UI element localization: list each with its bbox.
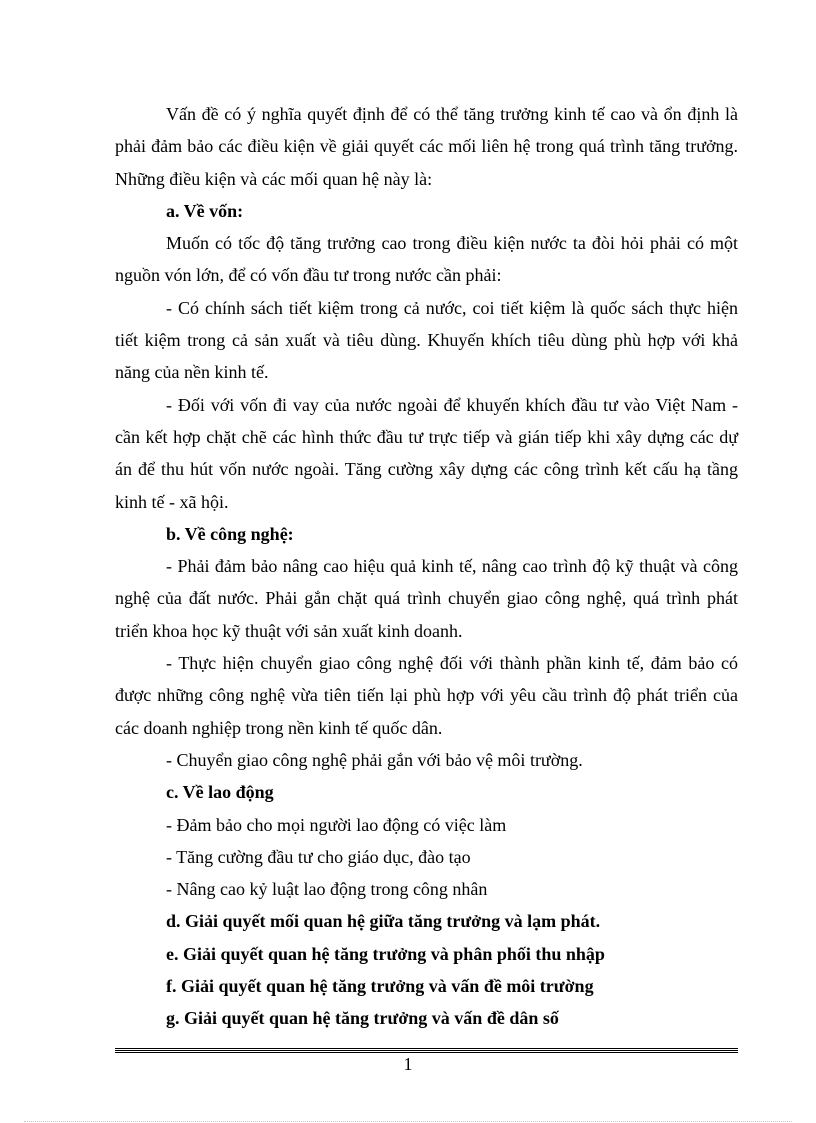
technology-bullet-transfer: - Thực hiện chuyển giao công nghệ đối với thành phần kinh tế, đảm bảo có được những công nghệ vừa tiên tiến lại phù hợp với yêu cầu trình độ phát triển của các doanh nghiệp trong nền kinh tế quốc dân. <box>115 653 738 738</box>
technology-bullet-environment: - Chuyển giao công nghệ phải gắn với bảo vệ môi trường. <box>166 749 583 770</box>
capital-paragraph: Muốn có tốc độ tăng trưởng cao trong điều kiện nước ta đòi hỏi phải có một nguồn vón lớn, để có vốn đầu tư trong nước cần phải: <box>115 233 738 286</box>
section-heading-income: e. Giải quyết quan hệ tăng trưởng và phân phối thu nhập <box>166 943 605 964</box>
section-heading-technology: b. Về công nghệ: <box>166 523 294 544</box>
technology-bullet-efficiency: - Phải đảm bảo nâng cao hiệu quả kinh tế, nâng cao trình độ kỹ thuật và công nghệ của đất nước. Phải gắn chặt quá trình chuyển giao công nghệ, quá trình phát triển khoa học kỹ thuật với sản xuất kinh doanh. <box>115 556 738 641</box>
section-heading-inflation: d. Giải quyết mối quan hệ giữa tăng trưởng và lạm phát. <box>166 911 601 932</box>
section-heading-labor: c. Về lao động <box>166 782 274 803</box>
capital-bullet-foreign-loans: - Đối với vốn đi vay của nước ngoài để khuyến khích đầu tư vào Việt Nam - cần kết hợp chặt chẽ các hình thức đầu tư trực tiếp và gián tiếp khi xây dựng các dự án để thu hút vốn nước ngoài. Tăng cường xây dựng các công trình kết cấu hạ tầng kinh tế - xã hội. <box>115 394 738 512</box>
labor-bullet-employment: - Đảm bảo cho mọi người lao động có việc làm <box>166 814 507 835</box>
section-heading-capital: a. Về vốn: <box>166 200 244 221</box>
section-heading-environment: f. Giải quyết quan hệ tăng trưởng và vấn đề môi trường <box>166 976 594 997</box>
page-edge-divider <box>24 1121 792 1122</box>
document-body <box>115 98 738 1035</box>
labor-bullet-discipline: - Nâng cao kỷ luật lao động trong công nhân <box>166 879 488 900</box>
page-number: 1 <box>403 1054 413 1074</box>
capital-bullet-savings: - Có chính sách tiết kiệm trong cả nước, coi tiết kiệm là quốc sách thực hiện tiết kiệm trong cả sản xuất và tiêu dùng. Khuyến khích tiêu dùng phù hợp với khả năng của nền kinh tế. <box>115 297 738 383</box>
labor-bullet-education: - Tăng cường đầu tư cho giáo dục, đào tạo <box>166 846 471 867</box>
intro-paragraph: Vấn đề có ý nghĩa quyết định để có thể tăng trưởng kinh tế cao và ổn định là phải đảm bảo các điều kiện về giải quyết các mối liên hệ trong quá trình tăng trưởng. Những điều kiện và các mối quan hệ này là: <box>115 104 738 189</box>
footer-divider <box>115 1048 738 1053</box>
section-heading-population: g. Giải quyết quan hệ tăng trưởng và vấn đề dân số <box>166 1008 559 1029</box>
